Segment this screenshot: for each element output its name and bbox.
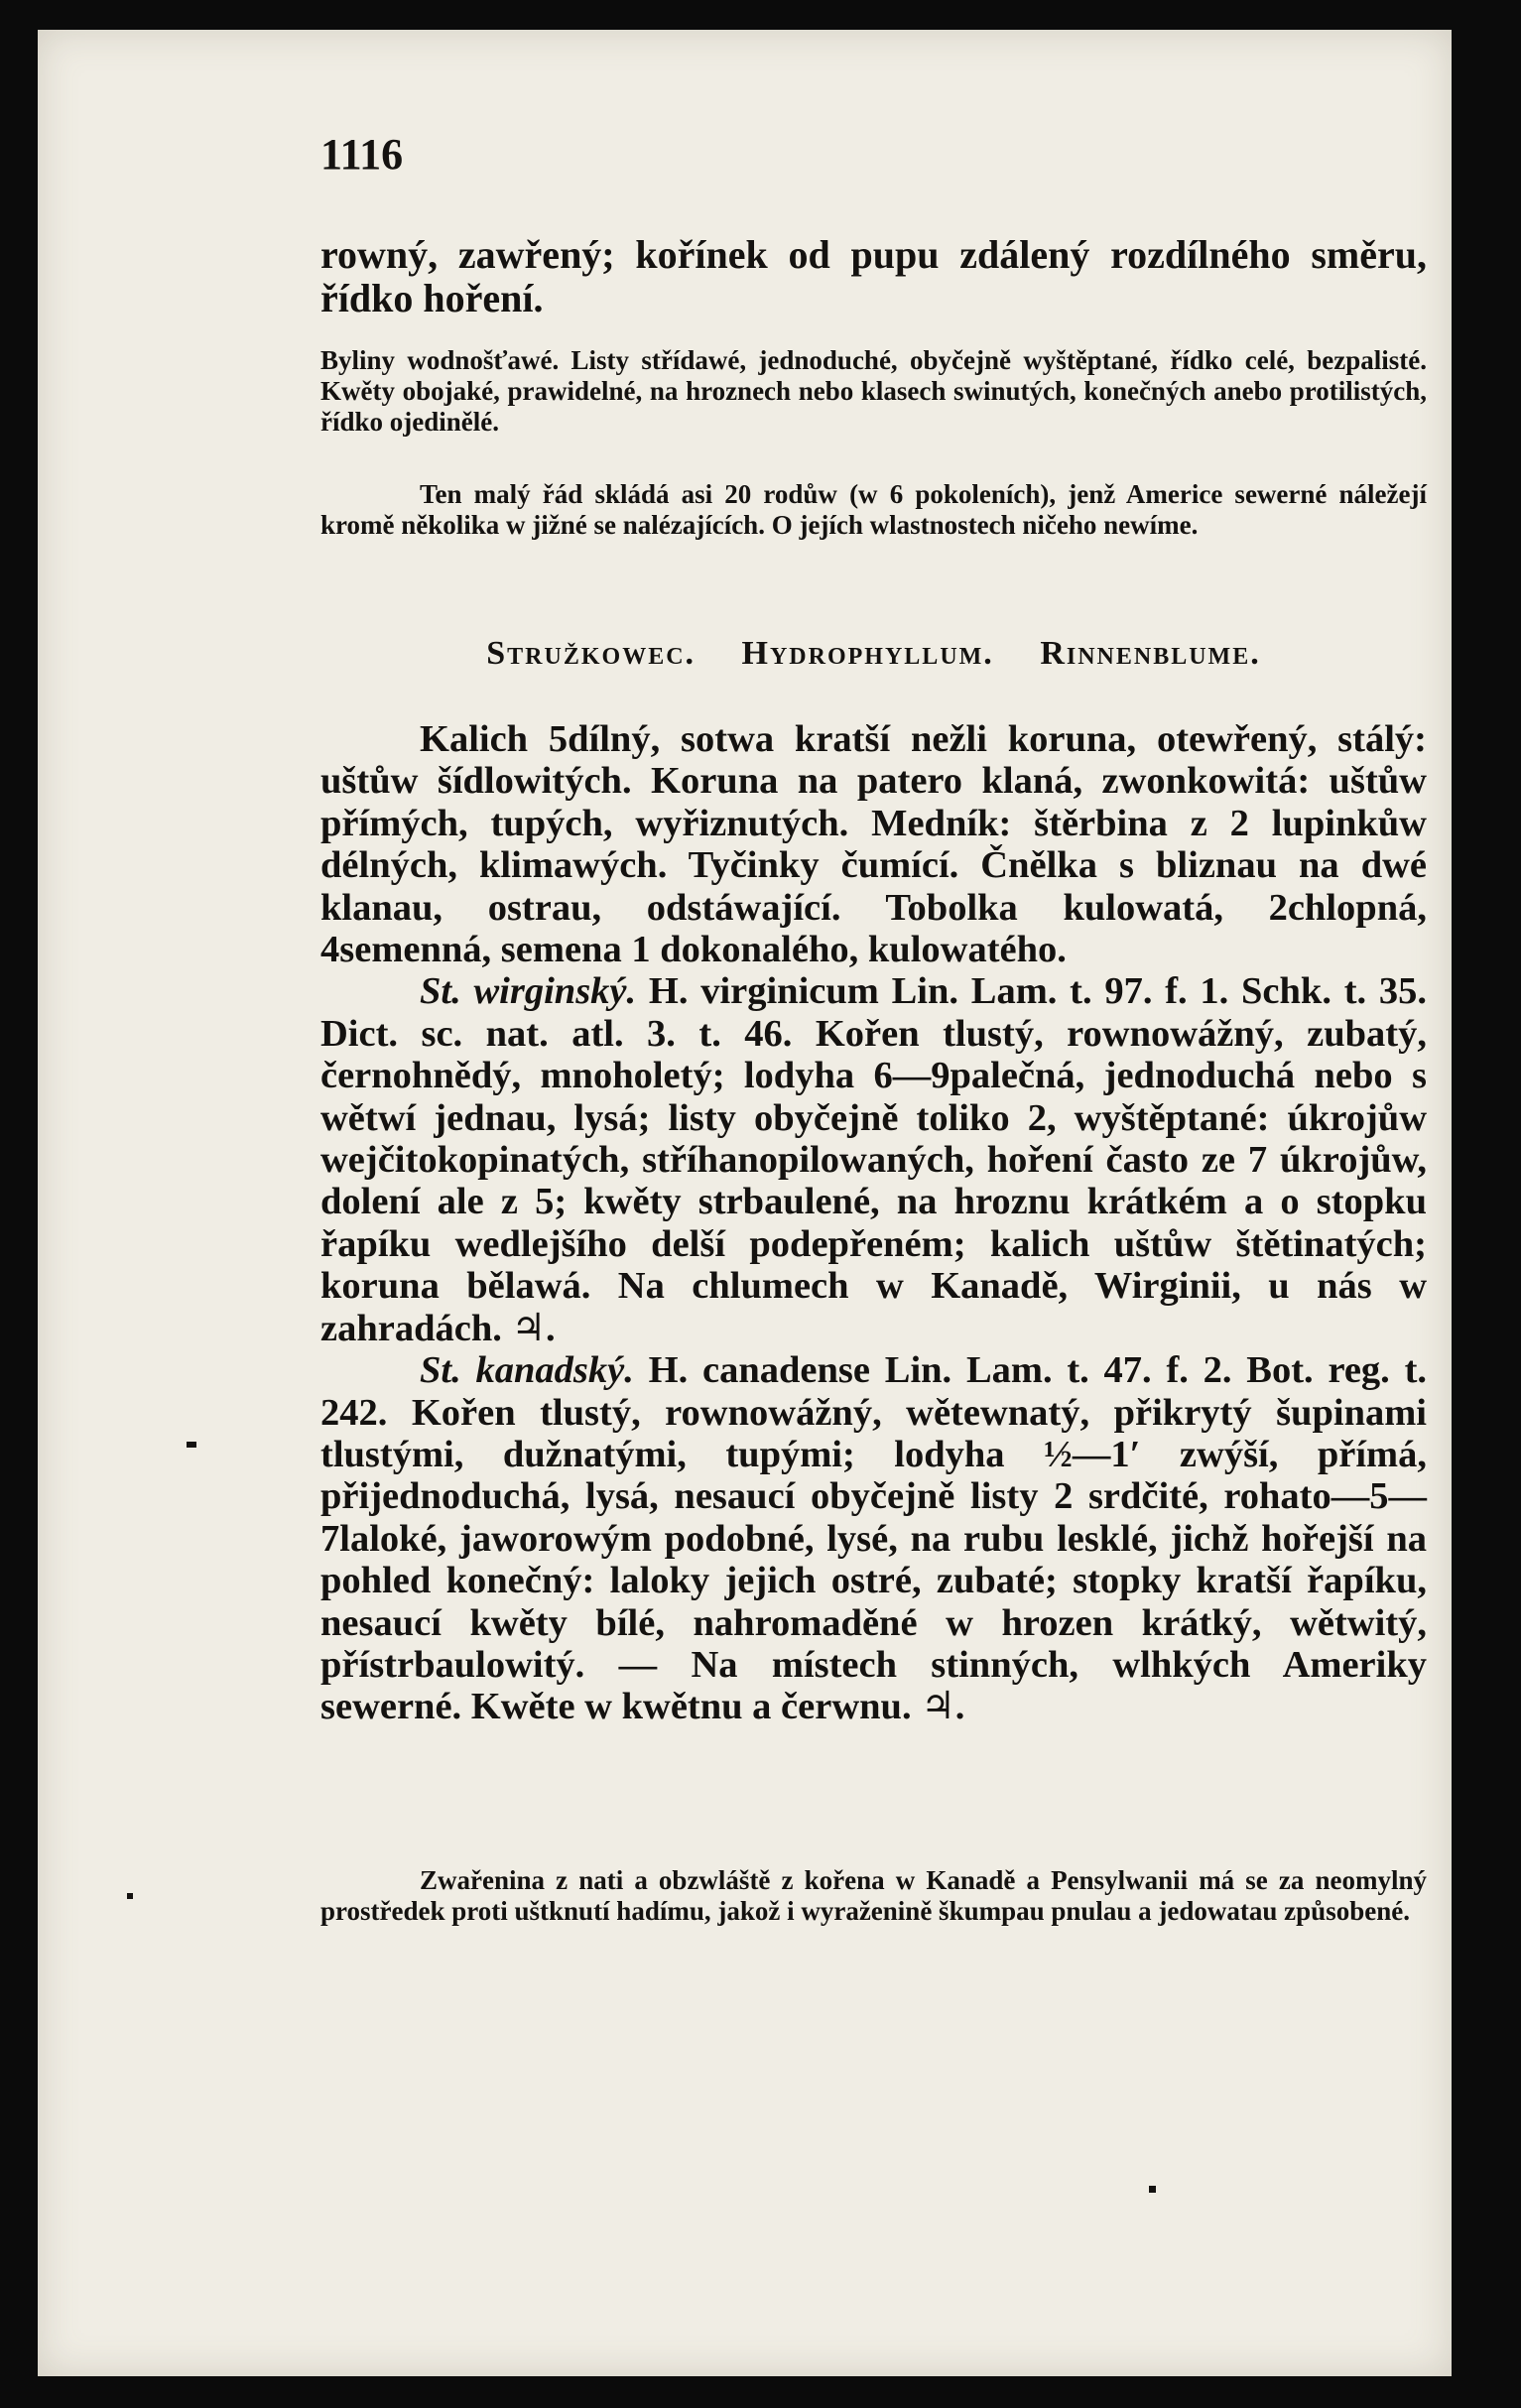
margin-dash [187, 1442, 196, 1448]
species-entry-canadense [320, 1349, 1427, 1728]
genus-name-german: Rinnenblume. [1040, 635, 1261, 672]
species-name: St. wirginský. [420, 970, 637, 1013]
species-latin: H. virginicum [648, 970, 879, 1013]
page-number: 1116 [320, 130, 404, 179]
family-description: Byliny wodnošťawé. Listy střídawé, jednoduché, obyčejně wyštěptané, řídko celé, bezpalisté. Kwěty obojaké, prawidelné, na hroznech nebo klasech swinutých, konečných anebo protilistých, řídko ojedinělé. [320, 345, 1427, 437]
footnote [320, 1865, 1427, 1927]
footnote-text: Zwařenina z nati a obzwláště z kořena w Kanadě a Pensylwanii má se za neomylný prostředek proti uštknutí hadímu, jakož i wyraženině škumpau pnulau a jedowatau způsobené. [320, 1865, 1427, 1926]
family-note: Ten malý řád skládá asi 20 rodůw (w 6 pokoleních), jenž Americe sewerné náležejí kromě několika w jižné se nalézajících. O jejích wlastnostech ničeho newíme. [320, 479, 1427, 540]
species-text: Lin. Lam. t. 97. f. 1. Schk. t. 35. Dict. sc. nat. atl. 3. t. 46. Kořen tlustý, rownowážný, zubatý, černohnědý, mnoholetý; lodyha 6—9palečná, jednoduchá nebo s wětwí jednau, lysá; listy obyčejně toliko 2, wyštěptané: úkrojůw wejčitokopinatých, stříhanopilowaných, hoření často ze 7 úkrojůw, dolení ale z 5; kwěty strbaulené, na hroznu krátkém a o stopku řapíku wedlejšího delší podepřeném; kalich uštůw štětinatých; koruna bělawá. Na chlumech w Kanadě, Wirginii, u nás w zahradách. ♃. [320, 970, 1428, 1349]
genus-name-latin: Hydrophyllum. [741, 635, 994, 672]
book-page [38, 30, 1452, 2376]
main-text [320, 718, 1427, 1728]
species-latin: H. canadense [648, 1349, 870, 1392]
genus-name-czech: Stružkowec. [486, 635, 697, 672]
lead-paragraph: rowný, zawřený; kořínek od pupu zdálený rozdílného směru, řídko hoření. [320, 232, 1427, 320]
margin-dot [127, 1893, 133, 1899]
genus-heading [320, 635, 1427, 673]
species-name: St. kanadský. [420, 1349, 634, 1392]
species-entry-virginicum [320, 970, 1427, 1349]
stray-dot [1149, 2186, 1156, 2193]
genus-description: Kalich 5dílný, sotwa kratší nežli koruna, otewřený, stálý: uštůw šídlowitých. Koruna na patero klaná, zwonkowitá: uštůw přímých, tupých, wyřiznutých. Medník: štěrbina z 2 lupinkůw délných, klimawých. Tyčinky čumící. Čnělka s bliznau na dwé klanau, ostrau, odstáwající. Tobolka kulowatá, 2chlopná, 4semenná, semena 1 dokonalého, kulowatého. [320, 718, 1427, 971]
species-text: Lin. Lam. t. 47. f. 2. Bot. reg. t. 242. Kořen tlustý, rownowážný, wětewnatý, přikrytý šupinami tlustými, dužnatými, tupými; lodyha ½—1′ zwýší, přímá, přijednoduchá, lysá, nesaucí obyčejně listy 2 srdčité, rohato—5—7laloké, jaworowým podobné, lysé, na rubu lesklé, jichž hořejší na pohled konečný: laloky jejich ostré, zubaté; stopky kratší řapíku, nesaucí kwěty bílé, nahromaděné w hrozen krátký, wětwitý, přístrbaulowitý. — Na místech stinných, wlhkých Ameriky sewerné. Kwěte w kwětnu a čerwnu. ♃. [320, 1349, 1428, 1728]
